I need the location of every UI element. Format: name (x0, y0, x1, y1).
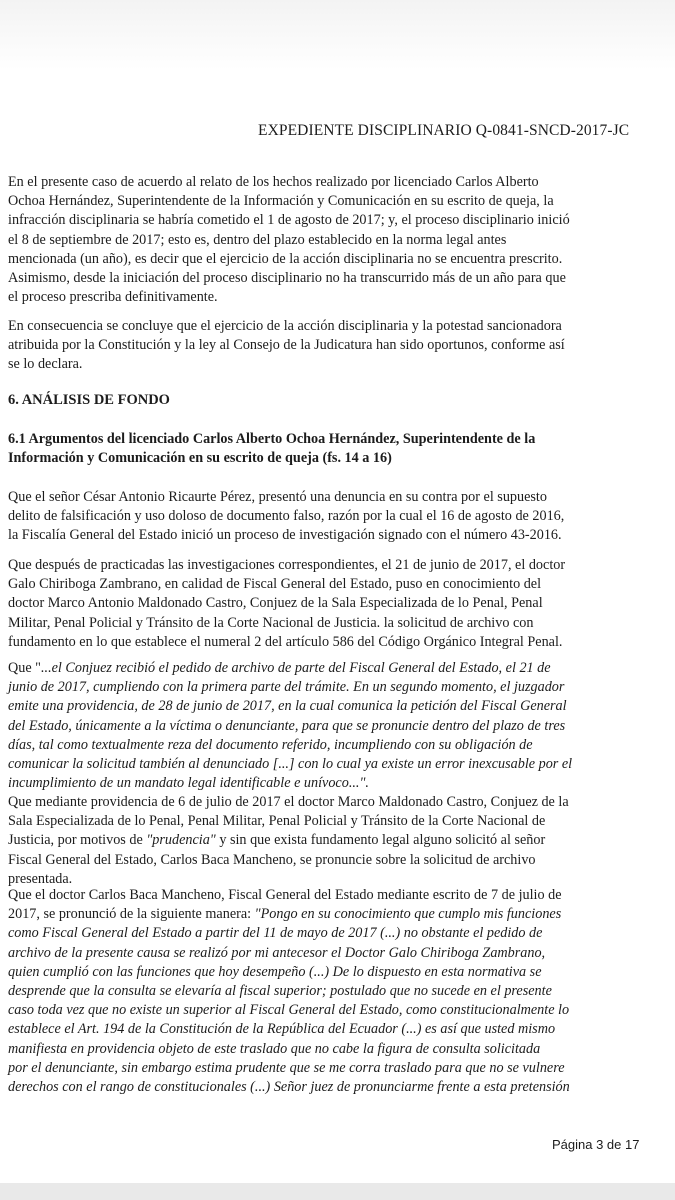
text-line: el proceso prescriba definitivamente. (8, 289, 218, 306)
quote-line: archivo de la presente causa se realizó por mi antecesor el Doctor Galo Chiriboga Zambrano, (8, 944, 546, 961)
quote-line: por el denunciante, sin embargo estima prudente que se me corra traslado para que no se vulnere (8, 1059, 565, 1076)
quote-line: comunicar la solicitud también al denunciado [...] con lo cual ya existe un error inexcusable por el (8, 756, 573, 773)
text-line: se lo declara. (8, 356, 83, 373)
quote-line: días, tal como textualmente reza del documento referido, incumpliendo con su obligación de (8, 736, 533, 753)
text-line: En consecuencia se concluye que el ejercicio de la acción disciplinaria y la potestad sancionadora (8, 318, 562, 334)
text-line: la Fiscalía General del Estado inició un proceso de investigación signado con el número 43-2016. (8, 527, 562, 544)
text-line: Que después de practicadas las investigaciones correspondientes, el 21 de junio de 2017, el doctor (8, 557, 566, 573)
text-line: Que el señor César Antonio Ricaurte Pérez, presentó una denuncia en su contra por el supuesto (8, 489, 547, 505)
paragraph-conclusion (8, 317, 658, 375)
quote-line: incumplimiento de un mandato legal identificable e unívoco...". (8, 775, 369, 792)
case-number-header: EXPEDIENTE DISCIPLINARIO Q-0841-SNCD-2017-JC (258, 122, 630, 139)
italic-run: "Pongo en su conocimiento que cumplo mis funciones (254, 906, 562, 923)
quote-line: caso toda vez que no existe un superior al Fiscal General del Estado, como constitucionalmente lo (8, 1002, 570, 1019)
scan-shadow (0, 0, 675, 70)
text-run: Justicia, por motivos de (8, 832, 147, 849)
section-heading: 6. ANÁLISIS DE FONDO (8, 392, 170, 408)
text-line (8, 905, 658, 924)
page-number: Página 3 de 17 (552, 1137, 640, 1152)
quote-text: ...el Conjuez recibió el pedido de archivo de parte del Fiscal General del Estado, el 21 de (40, 660, 551, 676)
text-line: Ochoa Hernández, Superintendente de la Información y Comunicación en su escrito de queja, la (8, 193, 554, 210)
text-run: y sin que exista fundamento legal alguno solicitó al señor (215, 832, 546, 849)
text-line: Militar, Penal Policial y Tránsito de la Corte Nacional de Justicia. la solicitud de archivo con (8, 614, 534, 631)
quote-line: junio de 2017, cumpliendo con la primera parte del trámite. En un segundo momento, el juzgador (8, 679, 565, 696)
text-line: Sala Especializada de lo Penal, Penal Militar, Penal Policial y Tránsito de la Corte Nacional de (8, 813, 546, 830)
scan-edge (0, 1183, 675, 1200)
text-line: Galo Chiriboga Zambrano, en calidad de Fiscal General del Estado, puso en conocimiento del (8, 576, 542, 593)
text-line: Que el doctor Carlos Baca Mancheno, Fiscal General del Estado mediante escrito de 7 de julio de (8, 887, 562, 903)
text-line: Que mediante providencia de 6 de julio de 2017 el doctor Marco Maldonado Castro, Conjuez de la (8, 794, 569, 810)
paragraph-providencia (8, 793, 658, 889)
text-line: mencionada (un año), es decir que el ejercicio de la acción disciplinaria no se encuentra prescrito. (8, 250, 563, 267)
quote-line: derechos con el rango de constitucionales (...) Señor juez de pronunciarme frente a esta pretensión (8, 1079, 570, 1096)
text-line: Asimismo, desde la iniciación del proceso disciplinario no ha transcurrido más de un año para que (8, 270, 566, 287)
text-line: fundamento en lo que establece el numeral 2 del artículo 586 del Código Orgánico Integral Penal. (8, 633, 563, 650)
paragraph-investigation (8, 556, 658, 652)
quote-line: establece el Art. 194 de la Constitución de la República del Ecuador (...) es así que usted mismo (8, 1021, 556, 1038)
text-line: presentada. (8, 870, 73, 887)
quote-line: como Fiscal General del Estado a partir del 11 de mayo de 2017 (...) no obstante el pedido de (8, 925, 543, 942)
text-line: Fiscal General del Estado, Carlos Baca Mancheno, se pronuncie sobre la solicitud de archivo (8, 851, 536, 868)
text-line (8, 831, 658, 850)
text-line (8, 659, 658, 678)
quote-intro: Que " (8, 660, 41, 676)
quote-line: del Estado, únicamente a la víctima o denunciante, para que se pronuncie dentro del plazo de tres (8, 717, 566, 734)
text-line: delito de falsificación y uso doloso de documento falso, razón por la cual el 16 de agosto de 2016, (8, 508, 565, 525)
quote-line: desprende que la consulta se elevaría al fiscal superior; postulado que no sucede en el presente (8, 983, 552, 1000)
paragraph-complaint (8, 488, 658, 546)
subsection-heading (8, 430, 658, 468)
text-line: atribuida por la Constitución y la ley al Consejo de la Judicatura han sido oportunos, conforme así (8, 337, 565, 354)
paragraph-fiscal-response (8, 886, 658, 1097)
text-line: el 8 de septiembre de 2017; esto es, dentro del plazo establecido en la norma legal antes (8, 231, 507, 248)
text-line: infracción disciplinaria se habría cometido el 1 de agosto de 2017; y, el proceso disciplinario inició (8, 212, 570, 229)
paragraph-quote-conjuez (8, 659, 658, 793)
paragraph-prescription (8, 173, 658, 307)
text-line: doctor Marco Antonio Maldonado Castro, Conjuez de la Sala Especializada de lo Penal, Penal (8, 595, 543, 612)
text-run: 2017, se pronunció de la siguiente manera: (8, 906, 255, 923)
italic-run: "prudencia" (146, 832, 216, 849)
heading-line: Información y Comunicación en su escrito de queja (fs. 14 a 16) (8, 450, 392, 467)
text-line: En el presente caso de acuerdo al relato de los hechos realizado por licenciado Carlos Alberto (8, 174, 539, 190)
heading-line: 6.1 Argumentos del licenciado Carlos Alberto Ochoa Hernández, Superintendente de la (8, 431, 536, 447)
quote-line: quien cumplió con las funciones que hoy desempeño (...) De lo dispuesto en esta normativa se (8, 963, 542, 980)
quote-line: emite una providencia, de 28 de junio de 2017, en la cual comunica la petición del Fiscal General (8, 698, 567, 715)
quote-line: manifiesta en providencia objeto de este traslado que no cabe la figura de consulta solicitada (8, 1040, 541, 1057)
